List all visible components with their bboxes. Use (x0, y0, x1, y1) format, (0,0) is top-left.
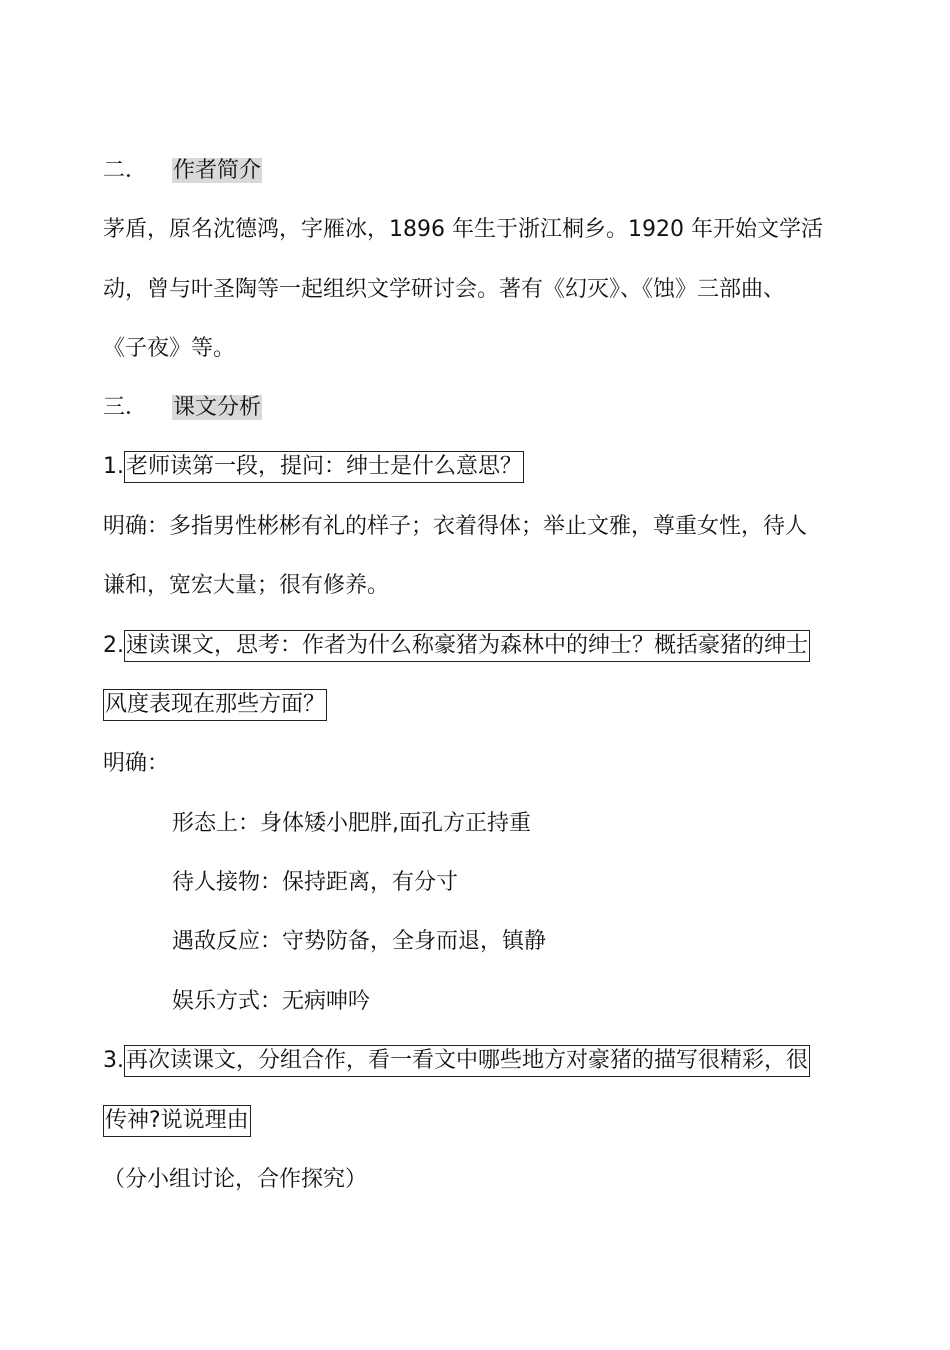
question-3-text-1: 再次读课文，分组合作，看一看文中哪些地方对豪猪的描写很精彩，很 (124, 1045, 810, 1077)
author-intro-line-1: 茅盾，原名沈德鸿，字雁冰，1896 年生于浙江桐乡。1920 年开始文学活 (103, 217, 823, 242)
question-3-text-2: 传神?说说理由 (103, 1105, 251, 1137)
author-intro-line-3: 《子夜》等。 (103, 336, 236, 361)
question-3-number: 3. (103, 1048, 124, 1073)
answer-2-item: 形态上：身体矮小肥胖,面孔方正持重 (172, 811, 531, 836)
question-3-line-1 (103, 1045, 810, 1077)
question-1-number: 1. (103, 454, 124, 479)
section-3-heading: 课文分析 (173, 395, 262, 420)
author-intro-line-2: 动，曾与叶圣陶等一起组织文学研讨会。著有《幻灭》、《蚀》三部曲、 (103, 277, 786, 302)
section-2-heading: 作者简介 (173, 158, 262, 183)
answer-1-line-1: 明确：多指男性彬彬有礼的样子；衣着得体；举止文雅，尊重女性，待人 (103, 514, 808, 539)
section-3-number: 三． (103, 395, 148, 420)
question-3-line-2 (103, 1105, 251, 1137)
section-2-number: 二． (103, 158, 148, 183)
answer-1-line-2: 谦和，宽宏大量；很有修养。 (103, 573, 390, 598)
answer-2-label: 明确： (103, 751, 170, 776)
section-2-heading-line (103, 155, 262, 187)
question-1-line (103, 451, 524, 483)
question-2-number: 2. (103, 633, 124, 658)
section-3-heading-line (103, 392, 262, 424)
question-3-note: （分小组讨论，合作探究） (103, 1167, 368, 1192)
question-2-line-2 (103, 689, 327, 721)
question-2-line-1 (103, 630, 810, 662)
question-2-text-2: 风度表现在那些方面？ (103, 689, 327, 721)
answer-2-item: 娱乐方式：无病呻吟 (172, 989, 371, 1014)
answer-2-item: 待人接物：保持距离，有分寸 (172, 870, 459, 895)
question-2-text-1: 速读课文，思考：作者为什么称豪猪为森林中的绅士？概括豪猪的绅士 (124, 630, 810, 662)
question-1-text: 老师读第一段，提问：绅士是什么意思？ (124, 451, 524, 483)
answer-2-item: 遇敌反应：守势防备，全身而退，镇静 (172, 929, 547, 954)
